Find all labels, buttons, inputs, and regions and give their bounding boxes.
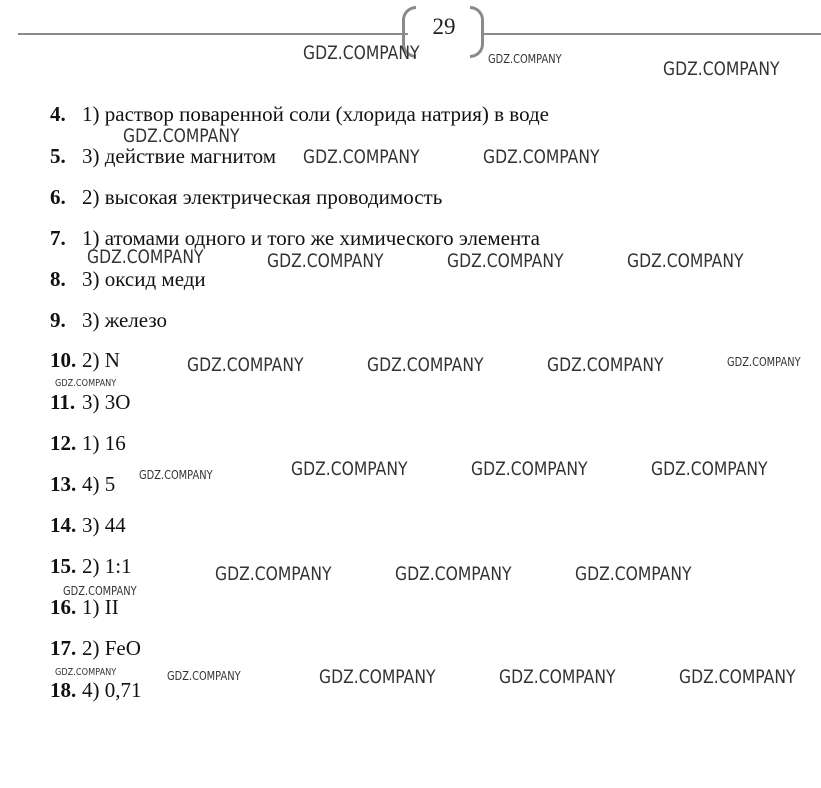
answer-item xyxy=(50,267,206,291)
answer-number: 13. xyxy=(50,472,77,496)
answer-number: 12. xyxy=(50,431,77,455)
answer-text: 1) атомами одного и того же химического элемента xyxy=(82,226,540,250)
answer-number: 10. xyxy=(50,348,77,372)
watermark-text: GDZ.COMPANY xyxy=(499,666,616,688)
answer-item xyxy=(50,348,120,372)
answer-item xyxy=(50,308,167,332)
watermark-text: GDZ.COMPANY xyxy=(55,378,117,389)
page-number-bracket-right xyxy=(470,6,484,58)
watermark-text: GDZ.COMPANY xyxy=(303,146,420,168)
answer-number: 7. xyxy=(50,226,66,250)
answer-number: 5. xyxy=(50,144,66,168)
answer-text: 2) FeO xyxy=(82,636,141,660)
answer-text: 2) высокая электрическая проводимость xyxy=(82,185,443,209)
watermark-text: GDZ.COMPANY xyxy=(627,250,744,272)
answer-text: 4) 0,71 xyxy=(82,678,142,702)
answer-item xyxy=(50,472,115,496)
answer-number: 18. xyxy=(50,678,77,702)
answer-number: 4. xyxy=(50,102,66,126)
watermark-text: GDZ.COMPANY xyxy=(471,458,588,480)
watermark-text: GDZ.COMPANY xyxy=(63,584,137,598)
answer-item xyxy=(50,678,142,702)
watermark-text: GDZ.COMPANY xyxy=(291,458,408,480)
watermark-text: GDZ.COMPANY xyxy=(267,250,384,272)
answer-item xyxy=(50,513,126,537)
watermark-text: GDZ.COMPANY xyxy=(575,563,692,585)
watermark-text: GDZ.COMPANY xyxy=(651,458,768,480)
answer-item xyxy=(50,144,276,168)
watermark-text: GDZ.COMPANY xyxy=(187,354,304,376)
answer-item xyxy=(50,390,130,414)
answer-text: 1) 16 xyxy=(82,431,126,455)
answer-number: 17. xyxy=(50,636,77,660)
watermark-text: GDZ.COMPANY xyxy=(319,666,436,688)
watermark-text: GDZ.COMPANY xyxy=(395,563,512,585)
answer-text: 2) N xyxy=(82,348,120,372)
watermark-text: GDZ.COMPANY xyxy=(663,58,780,80)
header-rule-right xyxy=(484,33,821,35)
answer-text: 4) 5 xyxy=(82,472,116,496)
answer-number: 11. xyxy=(50,390,76,414)
watermark-text: GDZ.COMPANY xyxy=(123,125,240,147)
answer-text: 1) II xyxy=(82,595,119,619)
answer-item xyxy=(50,554,132,578)
watermark-text: GDZ.COMPANY xyxy=(303,42,420,64)
watermark-text: GDZ.COMPANY xyxy=(483,146,600,168)
answer-text: 3) действие магнитом xyxy=(82,144,277,168)
answer-number: 6. xyxy=(50,185,66,209)
watermark-text: GDZ.COMPANY xyxy=(447,250,564,272)
answer-number: 15. xyxy=(50,554,77,578)
answer-text: 3) железо xyxy=(82,308,168,332)
answer-number: 9. xyxy=(50,308,66,332)
watermark-text: GDZ.COMPANY xyxy=(87,246,204,268)
answer-text: 3) 44 xyxy=(82,513,126,537)
watermark-text: GDZ.COMPANY xyxy=(55,667,117,678)
answer-text: 3) 3O xyxy=(82,390,131,414)
answer-number: 16. xyxy=(50,595,77,619)
answer-text: 2) 1:1 xyxy=(82,554,132,578)
watermark-text: GDZ.COMPANY xyxy=(679,666,796,688)
header-rule-left xyxy=(18,33,408,35)
watermark-text: GDZ.COMPANY xyxy=(167,669,241,683)
answer-item xyxy=(50,185,442,209)
answer-item xyxy=(50,636,141,660)
answer-text: 3) оксид меди xyxy=(82,267,206,291)
answer-item xyxy=(50,102,549,126)
watermark-text: GDZ.COMPANY xyxy=(547,354,664,376)
watermark-text: GDZ.COMPANY xyxy=(727,355,801,369)
answer-item xyxy=(50,431,126,455)
watermark-text: GDZ.COMPANY xyxy=(139,468,213,482)
answer-text: 1) раствор поваренной соли (хлорида натрия) в воде xyxy=(82,102,549,126)
answer-item xyxy=(50,595,119,619)
watermark-text: GDZ.COMPANY xyxy=(367,354,484,376)
watermark-text: GDZ.COMPANY xyxy=(488,52,562,66)
watermark-text: GDZ.COMPANY xyxy=(215,563,332,585)
answer-number: 8. xyxy=(50,267,66,291)
answer-number: 14. xyxy=(50,513,77,537)
page-number: 29 xyxy=(432,14,456,39)
